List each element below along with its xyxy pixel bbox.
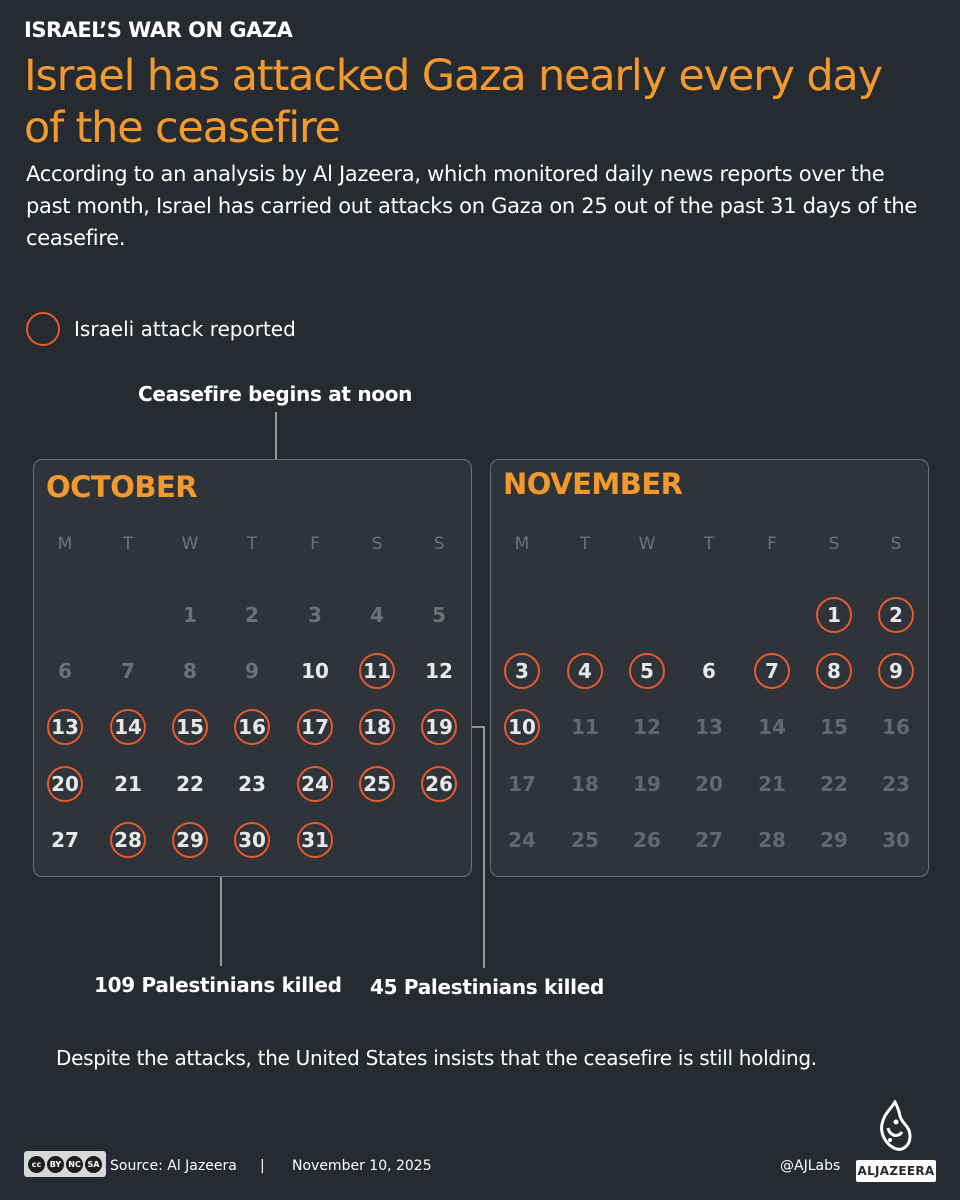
creative-commons-icon: cc BY NC SA [24, 1151, 106, 1177]
day: 14 [758, 715, 786, 739]
headline: Israel has attacked Gaza nearly every day of the ceasefire [24, 51, 882, 153]
day: 3 [308, 603, 322, 627]
footer-source: Source: Al Jazeera [110, 1158, 237, 1174]
day-attack: 7 [754, 653, 790, 689]
day: 30 [882, 828, 910, 852]
day-attack: 28 [110, 822, 146, 858]
day: 8 [183, 659, 197, 683]
footer-handle: @AJLabs [780, 1158, 841, 1174]
day: 20 [695, 772, 723, 796]
day: 23 [882, 772, 910, 796]
weekday-label: W [638, 534, 656, 554]
day: 5 [432, 603, 446, 627]
day-attack: 26 [421, 766, 457, 802]
day-attack: 29 [172, 822, 208, 858]
weekday-label: M [514, 534, 530, 554]
day: 17 [508, 772, 536, 796]
day: 4 [370, 603, 384, 627]
day-attack: 14 [110, 709, 146, 745]
weekday-label: F [767, 534, 777, 554]
day: 2 [245, 603, 259, 627]
day: 21 [758, 772, 786, 796]
day: 26 [633, 828, 661, 852]
october-title: OCTOBER [46, 470, 198, 504]
day-attack: 30 [234, 822, 270, 858]
day: 27 [695, 828, 723, 852]
weekday-label: S [828, 534, 840, 554]
weekday-label: T [122, 534, 134, 554]
closing-note: Despite the attacks, the United States insists that the ceasefire is still holding. [56, 1046, 817, 1070]
footer-date: November 10, 2025 [292, 1158, 432, 1174]
legend-label: Israeli attack reported [74, 317, 296, 341]
day: 7 [121, 659, 135, 683]
day-attack: 17 [297, 709, 333, 745]
al-jazeera-wordmark: ALJAZEERA [856, 1160, 936, 1182]
legend-circle-icon [26, 312, 60, 346]
day: 6 [58, 659, 72, 683]
weekday-label: S [371, 534, 383, 554]
day-attack: 18 [359, 709, 395, 745]
day: 24 [508, 828, 536, 852]
weekday-label: F [310, 534, 320, 554]
day: 22 [820, 772, 848, 796]
day-attack: 2 [878, 597, 914, 633]
day: 29 [820, 828, 848, 852]
day: 28 [758, 828, 786, 852]
kicker: ISRAEL’S WAR ON GAZA [24, 18, 293, 42]
day-attack: 19 [421, 709, 457, 745]
day-attack: 1 [816, 597, 852, 633]
weekday-label: W [181, 534, 199, 554]
legend [26, 312, 296, 346]
day: 22 [176, 772, 204, 796]
weekday-label: T [703, 534, 715, 554]
day-attack: 11 [359, 653, 395, 689]
day-attack: 5 [629, 653, 665, 689]
november-calendar [490, 459, 929, 877]
subhead: According to an analysis by Al Jazeera, which monitored daily news reports over the past month, Israel has carried out attacks on Gaza on 25 out of the past 31 days of the ceasefire. [26, 162, 917, 250]
al-jazeera-logo-icon [872, 1100, 918, 1156]
day: 12 [425, 659, 453, 683]
day: 1 [183, 603, 197, 627]
weekday-label: S [890, 534, 902, 554]
day: 12 [633, 715, 661, 739]
day: 11 [571, 715, 599, 739]
day-attack: 8 [816, 653, 852, 689]
day: 27 [51, 828, 79, 852]
day: 25 [571, 828, 599, 852]
november-title: NOVEMBER [503, 467, 683, 501]
killed-109-annotation: 109 Palestinians killed [94, 973, 342, 997]
day-attack: 15 [172, 709, 208, 745]
october-calendar [33, 459, 472, 877]
day-attack: 20 [47, 766, 83, 802]
day-attack: 4 [567, 653, 603, 689]
day-attack: 13 [47, 709, 83, 745]
day-attack: 9 [878, 653, 914, 689]
ceasefire-annotation: Ceasefire begins at noon [138, 382, 413, 406]
day-attack: 16 [234, 709, 270, 745]
day: 21 [114, 772, 142, 796]
killed-45-annotation: 45 Palestinians killed [370, 975, 604, 999]
weekday-label: T [579, 534, 591, 554]
day: 19 [633, 772, 661, 796]
weekday-label: S [433, 534, 445, 554]
day: 9 [245, 659, 259, 683]
footer-separator: | [260, 1158, 265, 1174]
day-attack: 31 [297, 822, 333, 858]
day: 15 [820, 715, 848, 739]
day-attack: 3 [504, 653, 540, 689]
day-attack: 10 [504, 709, 540, 745]
weekday-label: T [246, 534, 258, 554]
day: 6 [702, 659, 716, 683]
day: 13 [695, 715, 723, 739]
day: 23 [238, 772, 266, 796]
day: 18 [571, 772, 599, 796]
weekday-label: M [57, 534, 73, 554]
day: 10 [301, 659, 329, 683]
day: 16 [882, 715, 910, 739]
day-attack: 24 [297, 766, 333, 802]
day-attack: 25 [359, 766, 395, 802]
